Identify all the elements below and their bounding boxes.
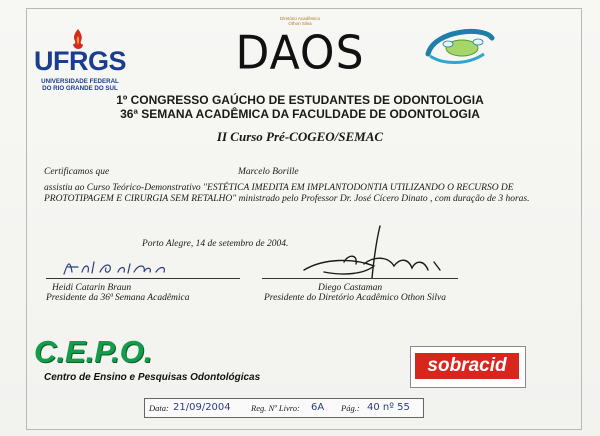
course-title: II Curso Pré-COGEO/SEMAC xyxy=(216,129,384,144)
signatory-1-name: Heidi Catarin Braun xyxy=(52,283,132,293)
signatory-1-role: Presidente da 36ª Semana Acadêmica xyxy=(46,293,190,303)
daos-caption-line-2: Othon Silva xyxy=(288,21,312,26)
recipient-name: Marcelo Borille xyxy=(238,167,299,177)
ufrgs-name: UFRGS xyxy=(34,46,126,76)
ufrgs-subtitle-line-1: UNIVERSIDADE FEDERAL xyxy=(41,78,119,85)
reg-book-value: 6A xyxy=(311,402,325,413)
sobracid-text: sobracid xyxy=(427,355,507,376)
signature-line-2 xyxy=(262,278,458,279)
cepo-logo: C.E.P.O. xyxy=(34,334,153,369)
reg-book-label: Reg. Nº Livro: xyxy=(251,403,300,413)
signatory-2-name: Diego Castaman xyxy=(318,283,383,293)
signatory-2-role: Presidente do Diretório Acadêmico Othon Silva xyxy=(264,293,446,303)
place-date: Porto Alegre, 14 de setembro de 2004. xyxy=(142,239,289,249)
reg-page-label: Pág.: xyxy=(341,403,360,413)
week-title: 36ª SEMANA ACADÊMICA DA FACULDADE DE ODONTOLOGIA xyxy=(120,107,480,121)
registration-box xyxy=(144,398,424,418)
reg-page-value: 40 nº 55 xyxy=(367,402,410,413)
ufrgs-logo xyxy=(32,26,124,96)
reg-date-label: Data: xyxy=(149,403,169,413)
daos-caption xyxy=(250,16,350,26)
signature-1-icon xyxy=(60,258,180,278)
ufrgs-subtitle-line-2: DO RIO GRANDE DO SUL xyxy=(42,85,118,92)
reg-date-value: 21/09/2004 xyxy=(173,402,231,413)
cepo-subtitle: Centro de Ensino e Pesquisas Odontológicas xyxy=(44,372,261,383)
congress-logo xyxy=(422,24,496,74)
daos-logo: DAOS xyxy=(235,26,365,81)
tooth-arc-icon xyxy=(422,24,496,74)
certify-label: Certificamos que xyxy=(44,167,110,177)
certificate-body: assistiu ao Curso Teórico-Demonstrativo "ESTÉTICA IMEDITA EM IMPLANTODONTIA UTILIZANDO O RECURSO DE PROTOTIPAGEM E CIRURGIA SEM RETALHO" ministrado pelo Professor Dr. José Cícero Dinato , com duração de 3 horas. xyxy=(44,183,530,204)
ufrgs-subtitle xyxy=(35,78,125,92)
sobracid-logo xyxy=(410,346,526,388)
signature-2-icon xyxy=(284,224,454,284)
signature-line-1 xyxy=(46,278,240,279)
daos-caption-line-1: Diretório Acadêmico xyxy=(279,16,321,21)
congress-title: 1º CONGRESSO GAÚCHO DE ESTUDANTES DE ODONTOLOGIA xyxy=(116,93,484,107)
